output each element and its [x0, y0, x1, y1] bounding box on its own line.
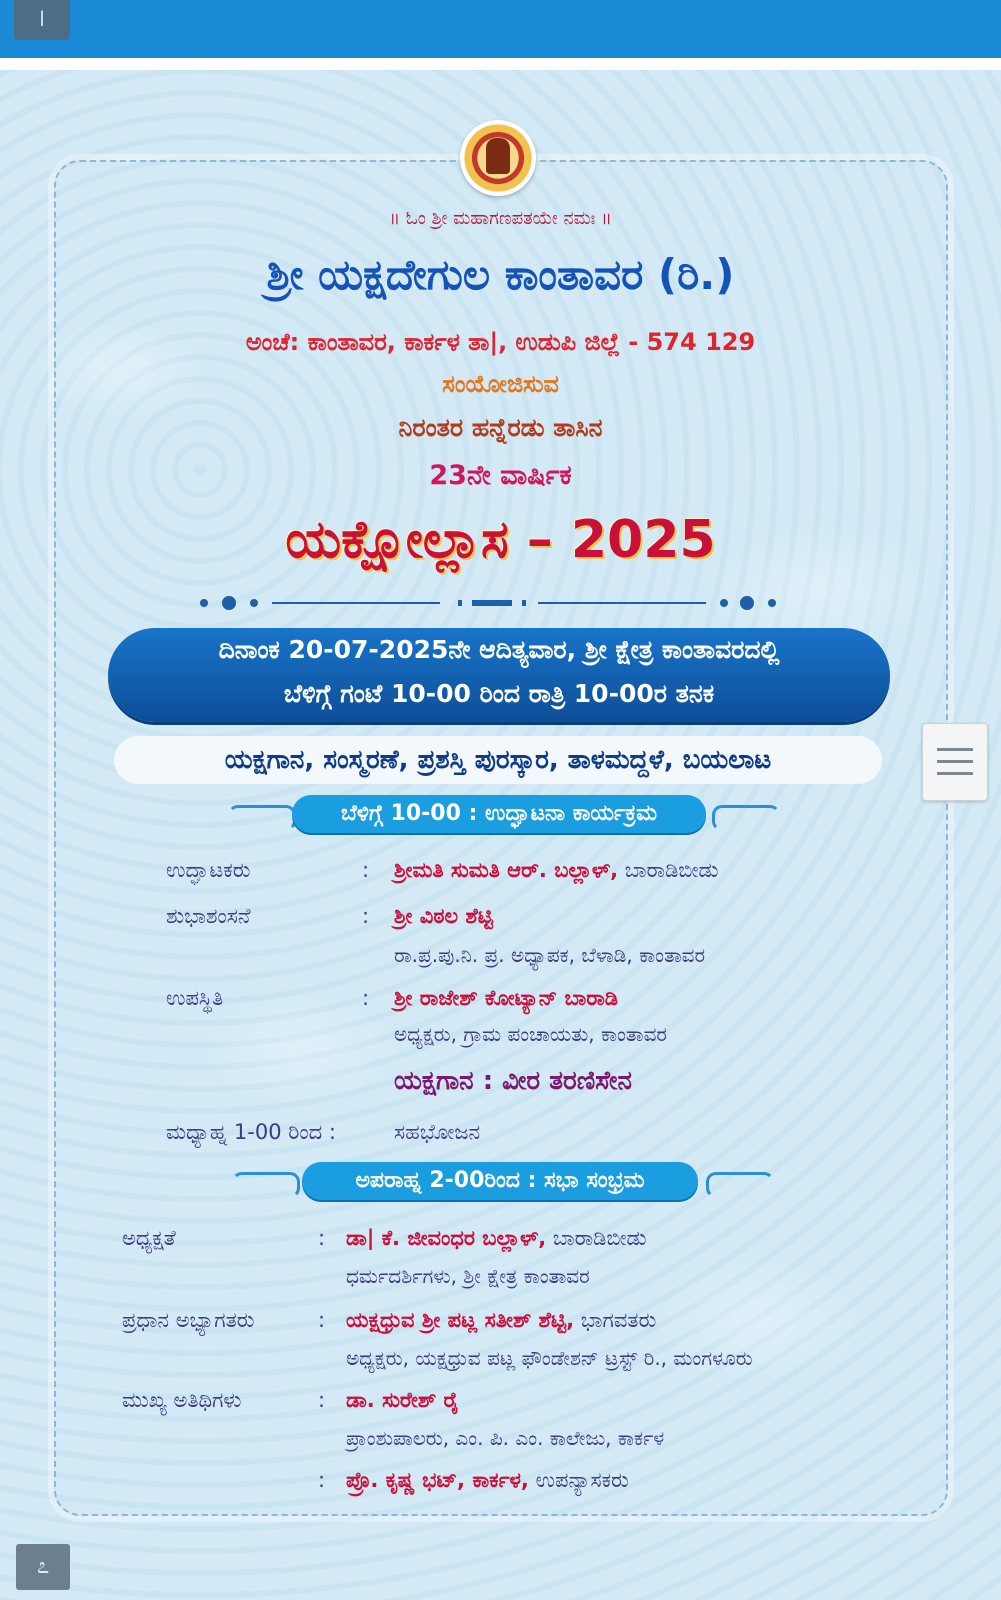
presence-subtitle: ಅಧ್ಯಕ್ಷರು, ಗ್ರಾಮ ಪಂಚಾಯತು, ಕಾಂತಾವರ — [394, 1022, 667, 1046]
date-banner — [108, 628, 890, 722]
guest-2-name: ಪ್ರೊ. ಕೃಷ್ಣ ಭಟ್, ಕಾರ್ಕಳ, — [346, 1468, 529, 1492]
guest-2-colon: : — [318, 1468, 326, 1492]
top-page-indicator[interactable]: l — [14, 0, 70, 40]
organization-name: ಶ್ರೀ ಯಕ್ಷದೇಗುಲ ಕಾಂತಾವರ (ರಿ.) — [266, 250, 735, 299]
decorative-divider — [200, 596, 800, 610]
invocation-text: ॥ ಓಂ ಶ್ರೀ ಮಹಾಗಣಪತಯೇ ನಮಃ ॥ — [389, 208, 612, 229]
chief-guest-place: ಭಾಗವತರು — [574, 1308, 657, 1332]
morning-section-heading: ಬೆಳಿಗ್ಗೆ 10-00 : ಉದ್ಘಾಟನಾ ಕಾರ್ಯಕ್ರಮ — [292, 795, 706, 833]
lunch-label: ಮಧ್ಯಾಹ್ನ 1-00 ರಿಂದ : — [166, 1120, 336, 1144]
presence-label: ಉಪಸ್ಥಿತಿ — [166, 986, 224, 1010]
blessing-subtitle: ರಾ.ಪ್ರ.ಪು.ನಿ. ಪ್ರ. ಅಧ್ಯಾಪಕ, ಬೆಳಾಡಿ, ಕಾಂತಾವರ — [394, 943, 706, 967]
festival-title: ಯಕ್ಷೋಲ್ಲಾಸ – 2025 — [285, 510, 716, 570]
viewer-top-bar — [0, 0, 1001, 58]
presence-value — [394, 986, 618, 1011]
chair-place: ಬಾರಾಡಿಬೀಡು — [546, 1226, 647, 1250]
presence-name: ಶ್ರೀ ರಾಜೇಶ್ ಕೋಟ್ಯಾನ್ ಬಾರಾಡಿ — [394, 986, 619, 1010]
blessing-colon: : — [362, 904, 370, 928]
yakshagana-title: ಯಕ್ಷಗಾನ : ವೀರ ತರಣಿಸೇನ — [394, 1066, 632, 1096]
organization-address: ಅಂಚೆ: ಕಾಂತಾವರ, ಕಾರ್ಕಳ ತಾ|, ಉಡುಪಿ ಜಿಲ್ಲೆ - 574 129 — [245, 328, 756, 356]
guests-colon: : — [318, 1388, 326, 1412]
blessing-label: ಶುಭಾಶಂಸನೆ — [166, 904, 251, 928]
guest-1-value — [346, 1388, 459, 1413]
bottom-page-indicator[interactable]: ೭ — [16, 1544, 70, 1590]
chair-label: ಅಧ್ಯಕ್ಷತೆ — [122, 1226, 176, 1250]
guest-2-place: ಉಪನ್ಯಾಸಕರು — [528, 1468, 629, 1492]
chair-subtitle: ಧರ್ಮದರ್ಶಿಗಳು, ಶ್ರೀ ಕ್ಷೇತ್ರ ಕಾಂತಾವರ — [346, 1264, 590, 1288]
inaugurator-value — [394, 858, 719, 883]
swirl-ornament-right-2 — [706, 1172, 774, 1198]
guest-1-name: ಡಾ. ಸುರೇಶ್ ರೈ — [346, 1388, 460, 1412]
inaugurator-place: ಬಾರಾಡಿಬೀಡು — [618, 858, 719, 882]
date-line-2: ಬೆಳಿಗ್ಗೆ ಗಂಟೆ 10-00 ರಿಂದ ರಾತ್ರಿ 10-00ರ ತನಕ — [283, 679, 715, 708]
events-list: ಯಕ್ಷಗಾನ, ಸಂಸ್ಮರಣೆ, ಪ್ರಶಸ್ತಿ ಪುರಸ್ಕಾರ, ತಾಳಮದ್ದಳೆ, ಬಯಲಾಟ — [114, 736, 882, 784]
chief-guest-name: ಯಕ್ಷಧ್ರುವ ಶ್ರೀ ಪಟ್ಲ ಸತೀಶ್ ಶೆಟ್ಟಿ, — [346, 1308, 575, 1332]
organizes-text: ಸಂಯೋಜಿಸುವ — [442, 370, 559, 398]
chair-name: ಡಾ| ಕೆ. ಜೀವಂಧರ ಬಲ್ಲಾಳ್, — [346, 1226, 547, 1250]
hamburger-menu-icon[interactable] — [922, 723, 988, 801]
lunch-value: ಸಹಭೋಜನ — [394, 1120, 481, 1144]
chair-colon: : — [318, 1226, 326, 1250]
top-separator — [0, 58, 1001, 70]
afternoon-section-heading: ಅಪರಾಹ್ನ 2-00ರಿಂದ : ಸಭಾ ಸಂಭ್ರಮ — [302, 1162, 698, 1200]
temple-emblem-icon — [460, 120, 536, 196]
date-line-1: ದಿನಾಂಕ 20-07-2025ನೇ ಆದಿತ್ಯವಾರ, ಶ್ರೀ ಕ್ಷೇತ್ರ ಕಾಂತಾವರದಲ್ಲಿ — [218, 635, 780, 664]
guest-1-subtitle: ಪ್ರಾಂಶುಪಾಲರು, ಎಂ. ಪಿ. ಎಂ. ಕಾಲೇಜು, ಕಾರ್ಕಳ — [346, 1426, 665, 1450]
annual-text: 23ನೇ ವಾರ್ಷಿಕ — [429, 460, 572, 491]
chief-guest-colon: : — [318, 1308, 326, 1332]
continuous-text: ನಿರಂತರ ಹನ್ನೆರಡು ತಾಸಿನ — [398, 413, 603, 442]
inaugurator-name: ಶ್ರೀಮತಿ ಸುಮತಿ ಆರ್. ಬಲ್ಲಾಳ್, — [394, 858, 619, 882]
swirl-ornament-left — [228, 805, 296, 831]
presence-colon: : — [362, 986, 370, 1010]
inaugurator-colon: : — [362, 858, 370, 882]
blessing-value — [394, 904, 493, 929]
swirl-ornament-right — [712, 805, 780, 831]
chief-guest-subtitle: ಅಧ್ಯಕ್ಷರು, ಯಕ್ಷಧ್ರುವ ಪಟ್ಲ ಫೌಂಡೇಶನ್ ಟ್ರಸ್ಟ್ ರಿ., ಮಂಗಳೂರು — [346, 1346, 753, 1370]
chief-guest-label: ಪ್ರಧಾನ ಅಭ್ಯಾಗತರು — [122, 1308, 255, 1332]
guest-2-value — [346, 1468, 629, 1493]
swirl-ornament-left-2 — [232, 1172, 300, 1198]
inaugurator-label: ಉದ್ಘಾಟಕರು — [166, 858, 251, 882]
guests-label: ಮುಖ್ಯ ಅತಿಥಿಗಳು — [122, 1388, 242, 1412]
chair-value — [346, 1226, 647, 1251]
blessing-name: ಶ್ರೀ ವಿಠಲ ಶೆಟ್ಟಿ — [394, 904, 493, 928]
chief-guest-value — [346, 1308, 656, 1333]
